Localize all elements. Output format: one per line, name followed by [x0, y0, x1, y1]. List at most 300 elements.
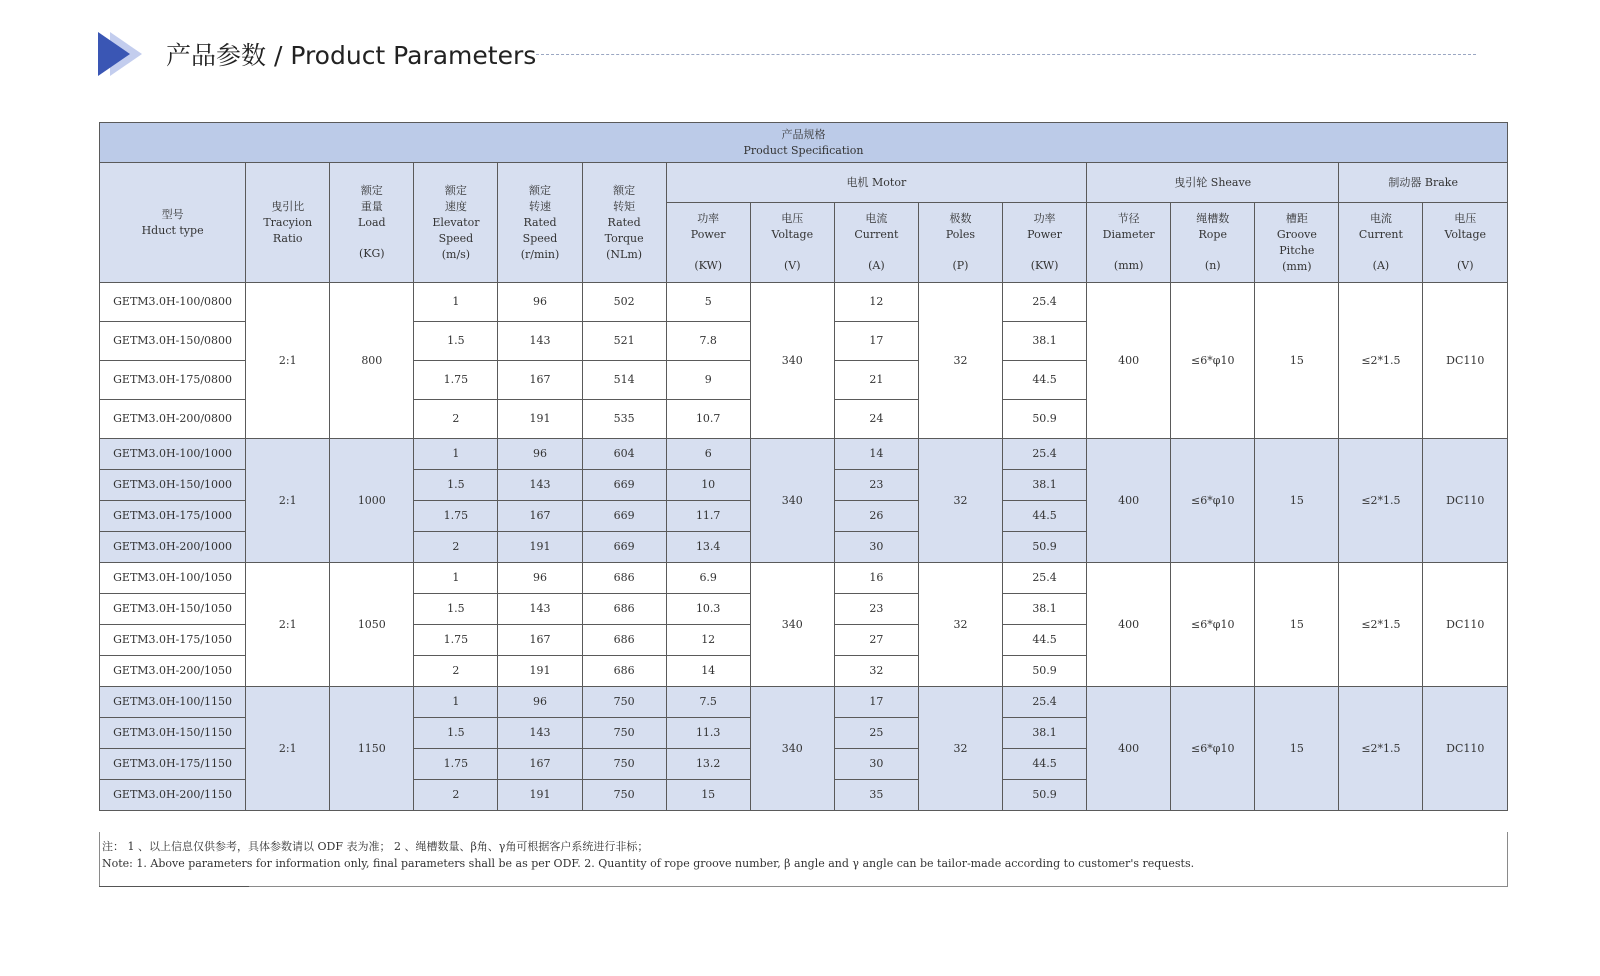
cell-rated-speed-text: 96: [533, 447, 547, 460]
header-load-text: [330, 231, 413, 246]
cell-rated-speed: [498, 656, 582, 687]
header-brake-current-text: 电流: [1369, 212, 1392, 225]
header-load-text: (KG): [359, 247, 385, 260]
cell-motor-power: [666, 718, 750, 749]
header-torque-text: 转矩: [613, 199, 636, 213]
header-brake-voltage: [1423, 203, 1508, 283]
cell-speed-text: 1.5: [447, 334, 465, 347]
cell-sheave-pitch-text: 15: [1289, 493, 1304, 507]
header-brake-voltage-text: [1423, 243, 1507, 258]
cell-motor-power: [666, 322, 750, 361]
cell-torque: [582, 501, 666, 532]
cell-brake-current-text: ≤2*1.5: [1361, 493, 1401, 507]
cell-model-text: GETM3.0H-200/1050: [113, 664, 233, 677]
cell-torque-text: 521: [613, 334, 635, 347]
cell-torque: [582, 563, 666, 594]
cell-load: [330, 687, 414, 811]
cell-model: [100, 439, 246, 470]
cell-motor-power2-text: 50.9: [1032, 788, 1057, 801]
header-motor-voltage: [750, 203, 834, 283]
footnote-underline: [99, 886, 249, 887]
header-motor-current-text: 电流: [865, 212, 888, 225]
cell-motor-current: [834, 470, 918, 501]
cell-ratio: [246, 563, 330, 687]
arrow-icon: [96, 28, 146, 78]
cell-torque: [582, 687, 666, 718]
cell-model-text: GETM3.0H-150/0800: [113, 334, 233, 347]
cell-rated-speed: [498, 361, 582, 400]
cell-motor-poles-text: 32: [953, 353, 968, 367]
cell-model-text: GETM3.0H-200/1150: [113, 788, 233, 801]
cell-model-text: GETM3.0H-200/0800: [113, 412, 233, 425]
cell-motor-power-text: 9: [704, 373, 712, 386]
header-ratio-text: 曳引比: [271, 199, 305, 213]
cell-motor-power2: [1003, 625, 1087, 656]
header-motor-poles-text: (P): [952, 259, 969, 272]
cell-motor-power2-text: 38.1: [1032, 478, 1057, 491]
cell-ratio-text: 2:1: [278, 617, 297, 631]
header-motor-poles-text: [919, 243, 1002, 258]
cell-model: [100, 625, 246, 656]
header-rated-speed-text: Speed: [522, 231, 558, 245]
cell-torque: [582, 532, 666, 563]
cell-motor-power-text: 14: [701, 664, 716, 677]
cell-load-text: 1050: [357, 617, 386, 631]
cell-motor-power2: [1003, 470, 1087, 501]
cell-rated-speed: [498, 749, 582, 780]
header-group-brake-text: 制动器 Brake: [1388, 175, 1458, 189]
cell-speed: [414, 718, 498, 749]
header-sheave-diameter: [1087, 203, 1171, 283]
cell-motor-power2-text: 50.9: [1032, 412, 1057, 425]
cell-motor-power: [666, 501, 750, 532]
cell-motor-power2: [1003, 687, 1087, 718]
cell-model-text: GETM3.0H-200/1000: [113, 540, 233, 553]
cell-model-text: GETM3.0H-175/1000: [113, 509, 233, 522]
cell-motor-power: [666, 780, 750, 811]
cell-brake-current: [1339, 563, 1423, 687]
cell-sheave-pitch: [1255, 283, 1339, 439]
header-speed: [414, 163, 498, 283]
cell-motor-power: [666, 625, 750, 656]
cell-speed-text: 1.75: [443, 509, 469, 522]
cell-sheave-rope-text: ≤6*φ10: [1191, 741, 1235, 755]
cell-speed-text: 1.5: [447, 726, 465, 739]
cell-speed-text: 1.5: [447, 478, 465, 491]
cell-motor-poles-text: 32: [953, 741, 968, 755]
header-rated-speed-text: (r/min): [520, 247, 560, 261]
cell-motor-power2: [1003, 361, 1087, 400]
header-load: [330, 163, 414, 283]
cell-motor-power2-text: 50.9: [1032, 540, 1057, 553]
header-motor-voltage-text: Voltage: [771, 228, 814, 241]
cell-speed: [414, 780, 498, 811]
cell-motor-current-text: 24: [869, 412, 884, 425]
cell-model: [100, 780, 246, 811]
cell-motor-power: [666, 563, 750, 594]
cell-motor-current-text: 17: [869, 334, 884, 347]
cell-rated-speed-text: 191: [529, 540, 551, 553]
cell-speed: [414, 656, 498, 687]
cell-motor-power-text: 11.7: [695, 509, 721, 522]
cell-motor-current: [834, 563, 918, 594]
cell-model-text: GETM3.0H-100/1150: [113, 695, 233, 708]
cell-motor-power2: [1003, 283, 1087, 322]
cell-model: [100, 718, 246, 749]
cell-motor-current-text: 32: [869, 664, 884, 677]
cell-brake-current: [1339, 439, 1423, 563]
cell-motor-power-text: 10.3: [695, 602, 721, 615]
cell-model-text: GETM3.0H-100/1050: [113, 571, 233, 584]
cell-motor-power2: [1003, 594, 1087, 625]
header-torque: [582, 163, 666, 283]
header-brake-voltage-text: Voltage: [1444, 228, 1487, 241]
cell-speed-text: 2: [452, 788, 460, 801]
cell-motor-poles-text: 32: [953, 493, 968, 507]
cell-torque-text: 750: [613, 726, 635, 739]
cell-sheave-diameter-text: 400: [1118, 353, 1140, 367]
cell-torque: [582, 439, 666, 470]
cell-sheave-rope-text: ≤6*φ10: [1191, 617, 1235, 631]
cell-motor-power: [666, 283, 750, 322]
table-row: [100, 687, 1508, 718]
cell-brake-voltage: [1423, 283, 1508, 439]
cell-torque: [582, 718, 666, 749]
footnote: [99, 832, 1508, 887]
cell-ratio-text: 2:1: [278, 493, 297, 507]
cell-motor-power-text: 10.7: [695, 412, 721, 425]
cell-motor-current: [834, 439, 918, 470]
cell-model-text: GETM3.0H-150/1150: [113, 726, 233, 739]
cell-brake-voltage: [1423, 687, 1508, 811]
cell-brake-current-text: ≤2*1.5: [1361, 353, 1401, 367]
cell-rated-speed-text: 191: [529, 788, 551, 801]
footnote-cn: 注： 1 、以上信息仅供参考，具体参数请以 ODF 表为准； 2 、绳槽数量、β角、γ角可根据客户系统进行非标；: [102, 840, 649, 853]
header-motor-poles: [918, 203, 1002, 283]
header-sheave-pitch-text: (mm): [1282, 259, 1312, 273]
cell-torque: [582, 749, 666, 780]
product-spec-table: [99, 122, 1508, 811]
cell-speed-text: 1: [452, 447, 460, 460]
cell-model: [100, 532, 246, 563]
cell-rated-speed: [498, 625, 582, 656]
spec-title-cell: [100, 123, 1508, 163]
cell-speed: [414, 439, 498, 470]
cell-sheave-rope-text: ≤6*φ10: [1191, 353, 1235, 367]
cell-sheave-diameter: [1087, 283, 1171, 439]
cell-motor-power: [666, 439, 750, 470]
cell-brake-voltage: [1423, 563, 1508, 687]
cell-motor-power2: [1003, 501, 1087, 532]
cell-rated-speed-text: 167: [529, 509, 551, 522]
cell-load-text: 800: [361, 353, 383, 367]
cell-motor-poles: [918, 563, 1002, 687]
header-motor-poles-text: Poles: [945, 228, 976, 241]
header-sheave-diameter-text: Diameter: [1102, 228, 1155, 241]
cell-speed-text: 1: [452, 571, 460, 584]
header-sheave-pitch-text: Pitche: [1279, 243, 1315, 257]
cell-motor-poles-text: 32: [953, 617, 968, 631]
cell-brake-voltage-text: DC110: [1446, 493, 1485, 507]
cell-motor-voltage: [750, 563, 834, 687]
cell-speed-text: 1.75: [443, 633, 469, 646]
header-load-text: 重量: [360, 200, 383, 213]
cell-motor-power2-text: 25.4: [1032, 447, 1057, 460]
header-speed-text: 额定: [444, 183, 467, 197]
cell-motor-power-text: 13.4: [695, 540, 721, 553]
cell-load: [330, 439, 414, 563]
header-motor-power2-text: (KW): [1030, 259, 1059, 272]
cell-torque-text: 669: [613, 509, 635, 522]
cell-motor-voltage-text: 340: [781, 493, 803, 507]
cell-torque: [582, 656, 666, 687]
cell-motor-power2-text: 44.5: [1032, 757, 1057, 770]
header-sheave-pitch-text: 槽距: [1285, 211, 1308, 225]
cell-ratio: [246, 283, 330, 439]
cell-torque-text: 686: [613, 664, 635, 677]
header-group-sheave-text: 曳引轮 Sheave: [1174, 175, 1252, 189]
cell-motor-power2: [1003, 439, 1087, 470]
cell-torque-text: 750: [613, 788, 635, 801]
cell-motor-power2-text: 38.1: [1032, 334, 1057, 347]
cell-ratio-text: 2:1: [278, 353, 297, 367]
cell-load: [330, 283, 414, 439]
header-motor-poles-text: 极数: [949, 212, 972, 225]
cell-torque-text: 686: [613, 633, 635, 646]
cell-speed-text: 2: [452, 664, 460, 677]
cell-motor-power2-text: 44.5: [1032, 633, 1057, 646]
spec-title-cn: 产品规格: [781, 127, 826, 141]
cell-speed-text: 1.75: [443, 373, 469, 386]
header-sheave-pitch-text: Groove: [1276, 227, 1317, 241]
cell-motor-current: [834, 594, 918, 625]
cell-motor-current-text: 25: [869, 726, 884, 739]
cell-motor-current: [834, 501, 918, 532]
cell-motor-voltage: [750, 687, 834, 811]
cell-motor-power-text: 5: [704, 295, 712, 308]
cell-motor-current-text: 30: [869, 540, 884, 553]
cell-rated-speed-text: 191: [529, 412, 551, 425]
footnote-en: Note: 1. Above parameters for information only, final parameters shall be as per ODF. 2. Quantity of rope groove number, β angle and γ angle can be tailor-made according to customer's requests.: [102, 857, 1195, 870]
cell-motor-power2: [1003, 780, 1087, 811]
cell-sheave-rope-text: ≤6*φ10: [1191, 493, 1235, 507]
cell-speed-text: 2: [452, 540, 460, 553]
cell-rated-speed-text: 191: [529, 664, 551, 677]
cell-model-text: GETM3.0H-150/1000: [113, 478, 233, 491]
cell-motor-power-text: 12: [701, 633, 716, 646]
cell-rated-speed: [498, 780, 582, 811]
cell-model: [100, 563, 246, 594]
cell-sheave-rope: [1171, 563, 1255, 687]
cell-speed: [414, 470, 498, 501]
cell-rated-speed-text: 143: [529, 726, 551, 739]
cell-sheave-pitch-text: 15: [1289, 741, 1304, 755]
header-motor-power2-text: [1003, 243, 1086, 258]
header-rated-speed: [498, 163, 582, 283]
dashed-divider: [536, 54, 1476, 55]
cell-model-text: GETM3.0H-150/1050: [113, 602, 233, 615]
cell-brake-current-text: ≤2*1.5: [1361, 741, 1401, 755]
cell-motor-power2-text: 25.4: [1032, 295, 1057, 308]
cell-motor-power: [666, 532, 750, 563]
cell-speed-text: 1: [452, 295, 460, 308]
header-motor-power2-text: 功率: [1033, 212, 1056, 225]
cell-sheave-pitch: [1255, 563, 1339, 687]
header-load-text: 额定: [360, 184, 383, 197]
cell-speed-text: 1.75: [443, 757, 469, 770]
cell-brake-voltage-text: DC110: [1446, 741, 1485, 755]
header-motor-power2: [1003, 203, 1087, 283]
cell-torque: [582, 283, 666, 322]
cell-model-text: GETM3.0H-175/1150: [113, 757, 233, 770]
cell-rated-speed: [498, 501, 582, 532]
cell-rated-speed-text: 96: [533, 571, 547, 584]
cell-sheave-diameter: [1087, 439, 1171, 563]
cell-load-text: 1000: [357, 493, 386, 507]
header-motor-power: [666, 203, 750, 283]
header-speed-text: 速度: [444, 199, 467, 213]
header-motor-voltage-text: 电压: [781, 212, 804, 225]
header-sheave-diameter-text: 节径: [1117, 212, 1140, 225]
spec-title-en: Product Specification: [743, 143, 864, 157]
cell-rated-speed-text: 96: [533, 695, 547, 708]
cell-rated-speed: [498, 283, 582, 322]
cell-motor-current: [834, 656, 918, 687]
header-motor-power-text: Power: [690, 228, 726, 241]
cell-rated-speed: [498, 718, 582, 749]
cell-motor-poles: [918, 283, 1002, 439]
cell-rated-speed-text: 143: [529, 602, 551, 615]
header-motor-current-text: (A): [868, 259, 885, 272]
cell-rated-speed-text: 143: [529, 334, 551, 347]
header-ratio: [246, 163, 330, 283]
header-sheave-pitch: [1255, 203, 1339, 283]
cell-torque-text: 514: [613, 373, 635, 386]
cell-brake-voltage-text: DC110: [1446, 353, 1485, 367]
cell-motor-power2: [1003, 322, 1087, 361]
header-ratio-text: Ratio: [272, 231, 303, 245]
header-rated-speed-text: 转速: [529, 199, 551, 213]
cell-model: [100, 361, 246, 400]
cell-model: [100, 594, 246, 625]
cell-speed: [414, 501, 498, 532]
cell-model: [100, 470, 246, 501]
cell-sheave-diameter: [1087, 563, 1171, 687]
cell-rated-speed: [498, 594, 582, 625]
cell-speed: [414, 749, 498, 780]
cell-motor-current: [834, 283, 918, 322]
cell-speed-text: 1.5: [447, 602, 465, 615]
cell-rated-speed-text: 167: [529, 757, 551, 770]
cell-motor-power2-text: 25.4: [1032, 695, 1057, 708]
cell-torque-text: 502: [613, 295, 635, 308]
cell-motor-power2: [1003, 400, 1087, 439]
page-title: 产品参数 / Product Parameters: [166, 41, 537, 70]
cell-motor-power-text: 13.2: [695, 757, 721, 770]
cell-ratio: [246, 687, 330, 811]
cell-sheave-rope: [1171, 283, 1255, 439]
cell-torque: [582, 322, 666, 361]
cell-brake-current: [1339, 687, 1423, 811]
header-torque-text: Torque: [604, 231, 644, 245]
header-speed-text: (m/s): [441, 247, 471, 261]
header-motor-voltage-text: [751, 243, 834, 258]
cell-speed: [414, 563, 498, 594]
cell-torque: [582, 625, 666, 656]
header-motor-voltage-text: (V): [784, 259, 801, 272]
header-group-motor: [666, 163, 1086, 203]
header-speed-text: Elevator: [432, 215, 480, 229]
header-motor-power-text: 功率: [697, 212, 720, 225]
header-speed-text: Speed: [438, 231, 474, 245]
cell-brake-voltage-text: DC110: [1446, 617, 1485, 631]
cell-sheave-pitch: [1255, 687, 1339, 811]
header-group-motor-text: 电机 Motor: [846, 175, 907, 189]
cell-speed: [414, 322, 498, 361]
cell-model: [100, 283, 246, 322]
cell-ratio: [246, 439, 330, 563]
cell-motor-current-text: 30: [869, 757, 884, 770]
cell-motor-current: [834, 687, 918, 718]
table-row: [100, 439, 1508, 470]
cell-sheave-pitch-text: 15: [1289, 353, 1304, 367]
header-rated-speed-text: Rated: [523, 215, 557, 229]
cell-sheave-rope: [1171, 687, 1255, 811]
header-sheave-rope-text: (n): [1204, 259, 1221, 272]
cell-rated-speed-text: 167: [529, 633, 551, 646]
header-ratio-text: Tracyion: [263, 215, 313, 229]
cell-model: [100, 687, 246, 718]
cell-motor-current-text: 23: [869, 602, 884, 615]
cell-speed-text: 1: [452, 695, 460, 708]
header-sheave-rope-text: [1171, 243, 1254, 258]
cell-model: [100, 656, 246, 687]
cell-motor-power2-text: 44.5: [1032, 373, 1057, 386]
cell-motor-power-text: 11.3: [695, 726, 721, 739]
cell-model-text: GETM3.0H-100/1000: [113, 447, 233, 460]
header-motor-power2-text: Power: [1027, 228, 1062, 241]
cell-motor-power2-text: 38.1: [1032, 726, 1057, 739]
cell-rated-speed: [498, 532, 582, 563]
cell-load-text: 1150: [357, 741, 386, 755]
cell-motor-voltage-text: 340: [781, 617, 803, 631]
cell-motor-power2: [1003, 563, 1087, 594]
cell-sheave-diameter-text: 400: [1118, 493, 1140, 507]
header-model-text: Hduct type: [141, 223, 204, 237]
header-torque-text: (NLm): [606, 247, 643, 261]
cell-speed: [414, 594, 498, 625]
cell-torque: [582, 361, 666, 400]
cell-brake-current: [1339, 283, 1423, 439]
cell-sheave-diameter-text: 400: [1118, 741, 1140, 755]
cell-sheave-pitch-text: 15: [1289, 617, 1304, 631]
cell-motor-current: [834, 361, 918, 400]
cell-motor-voltage: [750, 283, 834, 439]
cell-motor-power-text: 6: [704, 447, 712, 460]
cell-sheave-pitch: [1255, 439, 1339, 563]
header-brake-voltage-text: 电压: [1454, 212, 1477, 225]
cell-motor-current: [834, 718, 918, 749]
header-motor-current: [834, 203, 918, 283]
cell-motor-voltage-text: 340: [781, 353, 803, 367]
cell-model: [100, 400, 246, 439]
header-brake-current-text: (A): [1372, 259, 1390, 272]
cell-speed: [414, 625, 498, 656]
cell-rated-speed: [498, 400, 582, 439]
cell-torque-text: 535: [613, 412, 635, 425]
header-torque-text: Rated: [607, 215, 641, 229]
cell-rated-speed-text: 143: [529, 478, 551, 491]
